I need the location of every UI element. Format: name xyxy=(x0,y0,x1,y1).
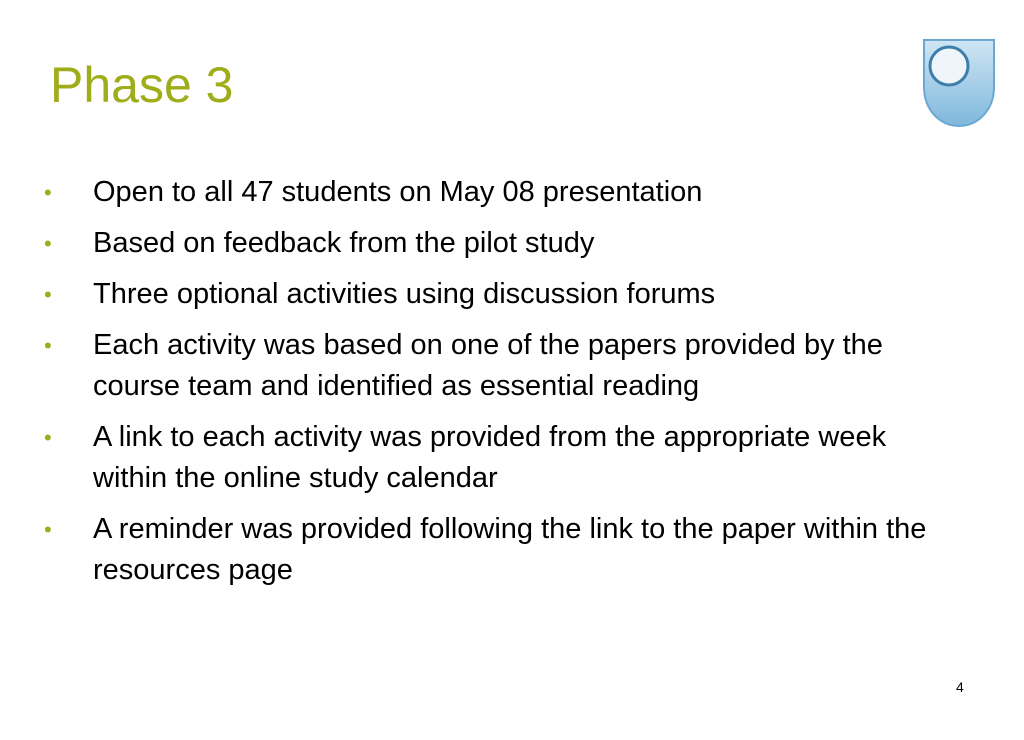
shield-logo-icon xyxy=(921,37,997,129)
list-item: • A reminder was provided following the link to the paper within the resources page xyxy=(44,509,964,591)
bullet-icon: • xyxy=(44,333,52,358)
bullet-list xyxy=(44,172,964,601)
list-item: • Three optional activities using discussion forums xyxy=(44,274,964,315)
list-item: • Based on feedback from the pilot study xyxy=(44,223,964,264)
list-item: • Open to all 47 students on May 08 presentation xyxy=(44,172,964,213)
bullet-icon: • xyxy=(44,517,52,542)
page-number: 4 xyxy=(956,679,964,695)
list-item: • Each activity was based on one of the papers provided by the course team and identified as essential reading xyxy=(44,325,964,407)
list-item: • A link to each activity was provided from the appropriate week within the online study calendar xyxy=(44,417,964,499)
bullet-icon: • xyxy=(44,282,52,307)
slide-title: Phase 3 xyxy=(50,57,234,113)
bullet-icon: • xyxy=(44,425,52,450)
bullet-icon: • xyxy=(44,231,52,256)
bullet-icon: • xyxy=(44,180,52,205)
